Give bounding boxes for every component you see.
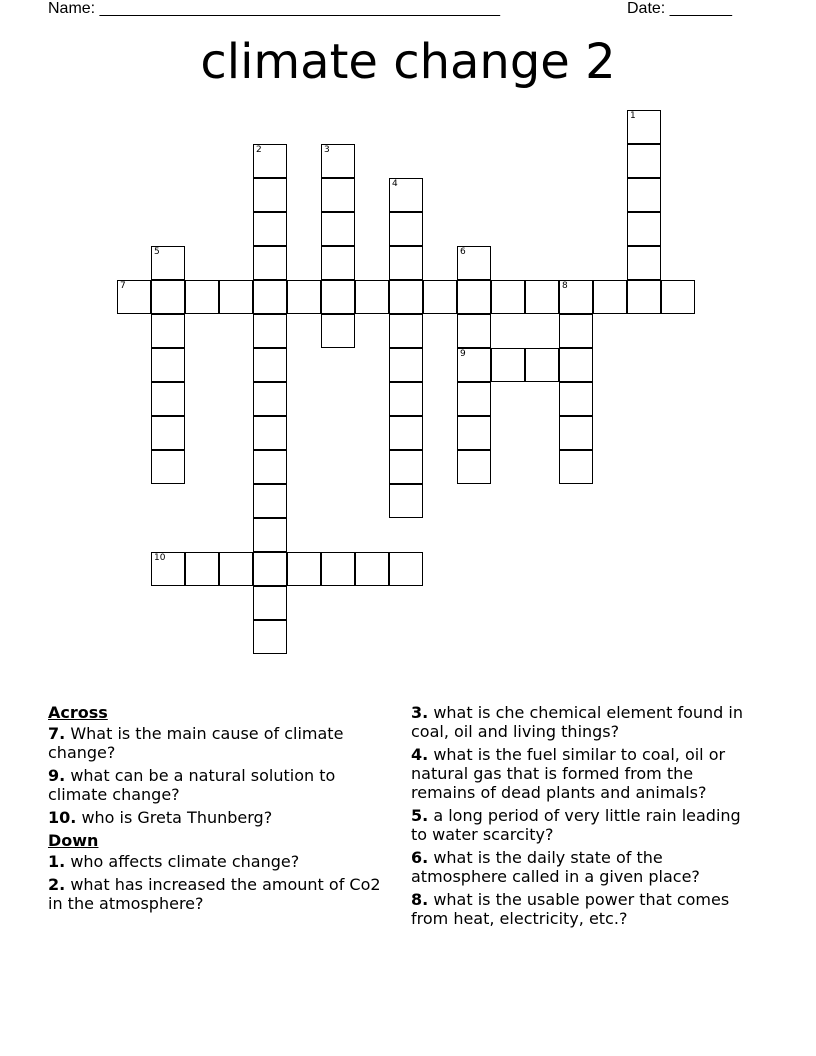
clue-number: 6.	[411, 848, 429, 867]
grid-cell[interactable]	[627, 212, 661, 246]
grid-cell[interactable]	[321, 212, 355, 246]
across-clue-9	[48, 766, 388, 804]
grid-cell[interactable]	[389, 382, 423, 416]
grid-cell[interactable]	[253, 586, 287, 620]
grid-cell[interactable]	[253, 246, 287, 280]
grid-cell[interactable]	[253, 348, 287, 382]
grid-cell[interactable]	[253, 382, 287, 416]
grid-cell[interactable]	[185, 280, 219, 314]
grid-cell[interactable]	[559, 348, 593, 382]
grid-cell[interactable]	[321, 144, 355, 178]
grid-cell[interactable]	[627, 246, 661, 280]
grid-cell[interactable]	[627, 110, 661, 144]
grid-cell[interactable]	[321, 552, 355, 586]
grid-cell[interactable]	[559, 314, 593, 348]
grid-cell[interactable]	[457, 416, 491, 450]
grid-cell[interactable]	[219, 280, 253, 314]
grid-cell[interactable]	[525, 348, 559, 382]
grid-cell[interactable]	[151, 348, 185, 382]
grid-cell[interactable]	[389, 178, 423, 212]
grid-cell[interactable]	[559, 280, 593, 314]
grid-cell[interactable]	[151, 280, 185, 314]
grid-cell[interactable]	[151, 246, 185, 280]
grid-cell[interactable]	[117, 280, 151, 314]
clue-text: what can be a natural solution to climate change?	[48, 766, 336, 804]
clue-number: 7.	[48, 724, 66, 743]
grid-cell[interactable]	[287, 280, 321, 314]
grid-cell[interactable]	[151, 552, 185, 586]
grid-cell[interactable]	[253, 450, 287, 484]
grid-cell[interactable]	[389, 280, 423, 314]
clue-number-label: 7	[120, 281, 126, 291]
grid-cell[interactable]	[253, 314, 287, 348]
clue-number: 3.	[411, 703, 429, 722]
grid-cell[interactable]	[661, 280, 695, 314]
grid-cell[interactable]	[423, 280, 457, 314]
name-field-label[interactable]: Name: _____________________________________________	[48, 0, 500, 17]
grid-cell[interactable]	[457, 280, 491, 314]
across-clue-7	[48, 724, 388, 762]
clues-column-right	[411, 703, 761, 932]
down-clue-2	[48, 875, 388, 913]
grid-cell[interactable]	[457, 382, 491, 416]
grid-cell[interactable]	[321, 178, 355, 212]
clue-number: 4.	[411, 745, 429, 764]
date-field-label[interactable]: Date: _______	[627, 0, 732, 17]
clue-number: 8.	[411, 890, 429, 909]
grid-cell[interactable]	[321, 280, 355, 314]
grid-cell[interactable]	[559, 382, 593, 416]
down-clue-1	[48, 852, 388, 871]
grid-cell[interactable]	[389, 450, 423, 484]
clue-number-label: 3	[324, 145, 330, 155]
grid-cell[interactable]	[457, 450, 491, 484]
clue-number: 10.	[48, 808, 77, 827]
clue-number-label: 10	[154, 553, 166, 563]
grid-cell[interactable]	[151, 382, 185, 416]
clue-number-label: 6	[460, 247, 466, 257]
clue-text: what is the daily state of the atmosphere called in a given place?	[411, 848, 700, 886]
grid-cell[interactable]	[389, 212, 423, 246]
clue-number: 2.	[48, 875, 66, 894]
clue-text: what is the usable power that comes from heat, electricity, etc.?	[411, 890, 730, 928]
down-clue-4	[411, 745, 761, 802]
grid-cell[interactable]	[253, 212, 287, 246]
grid-cell[interactable]	[559, 450, 593, 484]
grid-cell[interactable]	[491, 348, 525, 382]
clue-number: 1.	[48, 852, 66, 871]
across-heading: Across	[48, 703, 108, 722]
grid-cell[interactable]	[457, 246, 491, 280]
grid-cell[interactable]	[389, 484, 423, 518]
down-clue-6	[411, 848, 761, 886]
page-title: climate change 2	[200, 34, 616, 90]
clue-number: 5.	[411, 806, 429, 825]
grid-cell[interactable]	[389, 246, 423, 280]
grid-cell[interactable]	[593, 280, 627, 314]
grid-cell[interactable]	[389, 348, 423, 382]
clue-text: a long period of very little rain leading to water scarcity?	[411, 806, 741, 844]
grid-cell[interactable]	[253, 178, 287, 212]
clue-number: 9.	[48, 766, 66, 785]
grid-cell[interactable]	[151, 450, 185, 484]
clue-text: what has increased the amount of Co2 in the atmosphere?	[48, 875, 381, 913]
clue-text: who affects climate change?	[70, 852, 300, 871]
clue-text: what is the fuel similar to coal, oil or natural gas that is formed from the remains of dead plants and animals?	[411, 745, 726, 802]
grid-cell[interactable]	[253, 144, 287, 178]
down-clue-5	[411, 806, 761, 844]
grid-cell[interactable]	[627, 280, 661, 314]
clue-number-label: 4	[392, 179, 398, 189]
grid-cell[interactable]	[287, 552, 321, 586]
grid-cell[interactable]	[253, 484, 287, 518]
grid-cell[interactable]	[321, 314, 355, 348]
grid-cell[interactable]	[151, 314, 185, 348]
grid-cell[interactable]	[355, 552, 389, 586]
down-clue-3	[411, 703, 761, 741]
grid-cell[interactable]	[457, 314, 491, 348]
grid-cell[interactable]	[389, 416, 423, 450]
grid-cell[interactable]	[457, 348, 491, 382]
down-clue-8	[411, 890, 761, 928]
grid-cell[interactable]	[219, 552, 253, 586]
clue-number-label: 5	[154, 247, 160, 257]
grid-cell[interactable]	[253, 518, 287, 552]
clue-text: what is che chemical element found in coal, oil and living things?	[411, 703, 743, 741]
grid-cell[interactable]	[389, 552, 423, 586]
grid-cell[interactable]	[253, 280, 287, 314]
grid-cell[interactable]	[389, 314, 423, 348]
clue-number-label: 2	[256, 145, 262, 155]
grid-cell[interactable]	[491, 280, 525, 314]
clue-text: What is the main cause of climate change?	[48, 724, 344, 762]
grid-cell[interactable]	[525, 280, 559, 314]
grid-cell[interactable]	[559, 416, 593, 450]
clue-number-label: 8	[562, 281, 568, 291]
across-clue-10	[48, 808, 388, 827]
grid-cell[interactable]	[253, 416, 287, 450]
grid-cell[interactable]	[321, 246, 355, 280]
grid-cell[interactable]	[253, 552, 287, 586]
grid-cell[interactable]	[253, 620, 287, 654]
grid-cell[interactable]	[185, 552, 219, 586]
grid-cell[interactable]	[627, 178, 661, 212]
clue-text: who is Greta Thunberg?	[81, 808, 273, 827]
grid-cell[interactable]	[627, 144, 661, 178]
grid-cell[interactable]	[355, 280, 389, 314]
grid-cell[interactable]	[151, 416, 185, 450]
down-heading: Down	[48, 831, 99, 850]
clue-number-label: 9	[460, 349, 466, 359]
clue-number-label: 1	[630, 111, 636, 121]
clues-column-left	[48, 703, 388, 917]
